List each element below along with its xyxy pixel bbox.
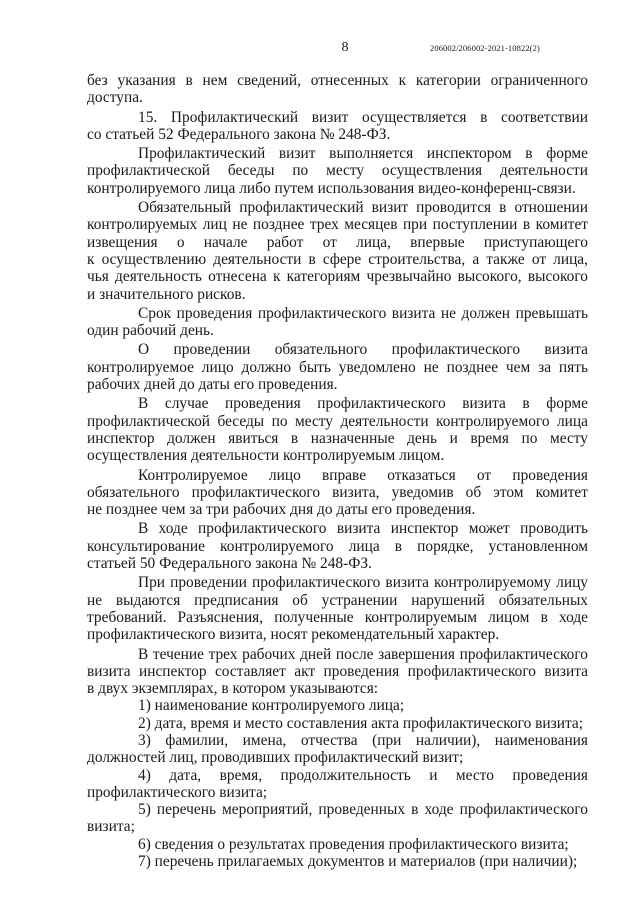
text-line: инспектор должен явиться в назначенные день и время по месту xyxy=(87,429,588,447)
text-line: в двух экземплярах, в котором указываются: xyxy=(87,680,379,698)
text-line: 15. Профилактический визит осуществляется в соответствии xyxy=(138,108,588,126)
text-line: статьей 50 Федерального закона № 248-ФЗ. xyxy=(87,555,372,573)
text-line: должностей лиц, проводивших профилактический визит; xyxy=(87,749,464,767)
text-line: визита инспектор составляет акт проведения профилактического визита xyxy=(87,662,588,680)
text-line: профилактического визита; xyxy=(87,783,268,801)
text-line: контролируемое лицо должно быть уведомлено не позднее чем за пять xyxy=(87,358,588,376)
text-line: контролируемого лица либо путем использования видео-конференц-связи. xyxy=(87,179,576,197)
list-item: 2) дата, время и место составления акта профилактического визита; xyxy=(138,714,583,732)
text-line: В случае проведения профилактического визита в форме xyxy=(138,395,588,413)
text-line: извещения о начале работ от лица, впервые приступающего xyxy=(87,233,588,251)
text-line: Профилактический визит выполняется инспектором в форме xyxy=(138,145,588,163)
text-line: обязательного профилактического визита, уведомив об этом комитет xyxy=(87,483,588,501)
page-number: 8 xyxy=(341,40,349,55)
text-line: чья деятельность отнесена к категориям чрезвычайно высокого, высокого xyxy=(87,268,588,286)
list-item: 6) сведения о результатах проведения профилактического визита; xyxy=(138,835,569,853)
list-item: 1) наименование контролируемого лица; xyxy=(138,697,405,715)
document-body xyxy=(87,72,588,870)
text-line: один рабочий день. xyxy=(87,322,214,340)
list-item: 5) перечень мероприятий, проведенных в ходе профилактического xyxy=(138,801,588,819)
text-line: В течение трех рабочих дней после завершения профилактического xyxy=(138,645,588,663)
text-line: профилактического визита, носят рекомендательный характер. xyxy=(87,626,500,644)
text-line: требований. Разъяснения, полученные контролируемым лицом в ходе xyxy=(87,608,588,626)
document-reference: 206002/206002-2021-10822(2) xyxy=(430,43,540,53)
text-line: визита; xyxy=(87,818,135,836)
text-line: рабочих дней до даты его проведения. xyxy=(87,376,338,394)
text-line: и значительного рисков. xyxy=(87,285,246,303)
list-item: 4) дата, время, продолжительность и место проведения xyxy=(138,766,588,784)
text-line: профилактической беседы по месту осуществления деятельности xyxy=(87,162,588,180)
text-line: консультирование контролируемого лица в порядке, установленном xyxy=(87,537,588,555)
text-line: к осуществлению деятельности в сфере строительства, а также от лица, xyxy=(87,250,588,268)
list-item: 3) фамилии, имена, отчества (при наличии), наименования xyxy=(138,731,588,749)
text-line: без указания в нем сведений, отнесенных к категории ограниченного xyxy=(87,72,588,89)
text-line: В ходе профилактического визита инспектор может проводить xyxy=(138,520,588,538)
text-line: не позднее чем за три рабочих дня до даты его проведения. xyxy=(87,501,476,519)
text-line: профилактической беседы по месту деятельности контролируемого лица xyxy=(87,412,588,430)
text-line: доступа. xyxy=(87,89,143,107)
text-line: О проведении обязательного профилактического визита xyxy=(138,341,588,359)
text-line: осуществления деятельности контролируемым лицом. xyxy=(87,447,445,465)
list-item: 7) перечень прилагаемых документов и материалов (при наличии); xyxy=(138,853,578,871)
text-line: Срок проведения профилактического визита не должен превышать xyxy=(138,304,588,322)
text-line: Контролируемое лицо вправе отказаться от проведения xyxy=(138,466,588,484)
text-line: При проведении профилактического визита контролируемому лицу xyxy=(138,574,588,592)
text-line: контролируемых лиц не позднее трех месяцев при поступлении в комитет xyxy=(87,216,588,234)
text-line: не выдаются предписания об устранении нарушений обязательных xyxy=(87,591,588,609)
text-line: со статьей 52 Федерального закона № 248-ФЗ. xyxy=(87,125,391,143)
text-line: Обязательный профилактический визит проводится в отношении xyxy=(138,199,588,217)
